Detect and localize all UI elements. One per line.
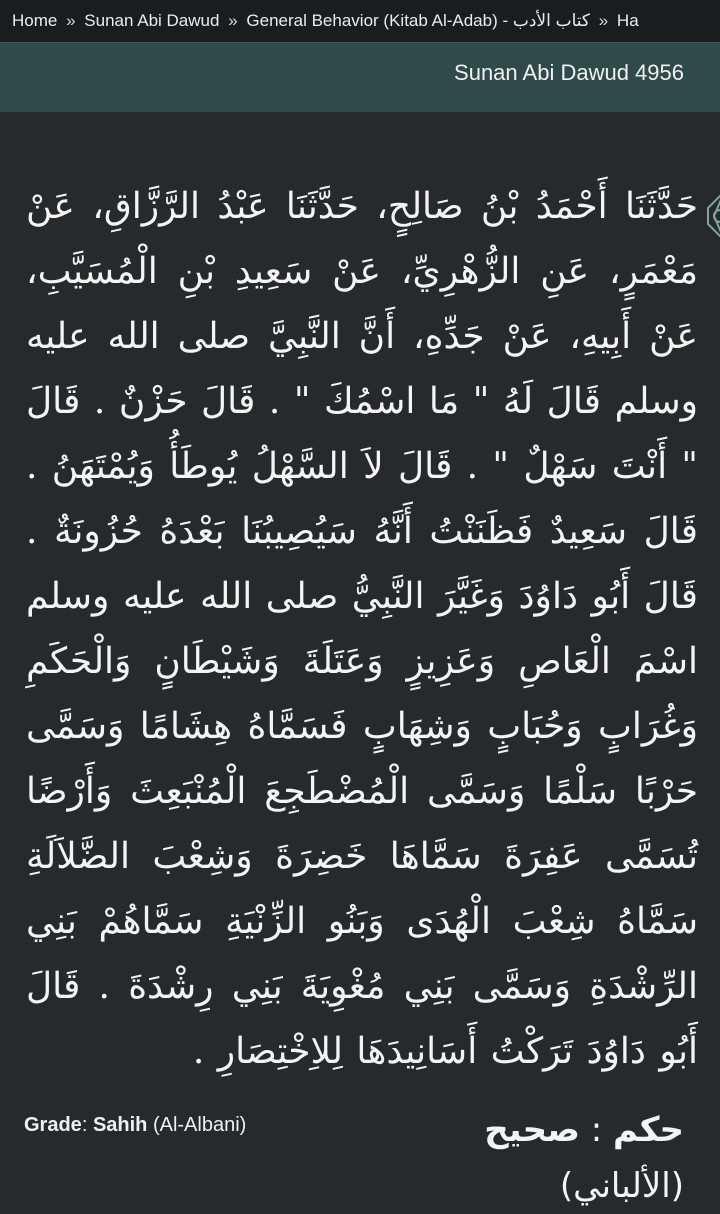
grade-arabic-value: صحيح [484,1110,580,1150]
grade-english [24,1114,246,1137]
grade-arabic-source: (الألباني) [559,1166,684,1206]
hadith-container [0,112,720,1206]
breadcrumb-collection-link[interactable]: Sunan Abi Dawud [84,11,220,30]
breadcrumb-separator: » [66,11,76,30]
grade-source: (Al-Albani) [152,1114,247,1136]
grade-separator: : [81,1114,88,1136]
breadcrumb-home-link[interactable]: Home [12,11,58,30]
breadcrumb-separator: » [598,11,609,30]
breadcrumb-book-link[interactable]: General Behavior (Kitab Al-Adab) - كتاب الأدب [246,11,590,30]
breadcrumb-separator: » [228,11,238,30]
breadcrumb [0,0,720,42]
hadith-reference-bar [0,42,720,112]
breadcrumb-hadith-link[interactable]: Ha [616,11,639,30]
hadith-arabic-text: حَدَّثَنَا أَحْمَدُ بْنُ صَالِحٍ، حَدَّثَنَا عَبْدُ الرَّزَّاقِ، عَنْ مَعْمَرٍ، عَنِ الزُّهْرِيِّ، عَنْ سَعِيدِ بْنِ الْمُسَيَّبِ، عَنْ أَبِيهِ، عَنْ جَدِّهِ، أَنَّ النَّبِيَّ صلى الله عليه وسلم قَالَ لَهُ " مَا اسْمُكَ " . قَالَ حَزْنٌ . قَالَ " أَنْتَ سَهْلٌ " . قَالَ لاَ السَّهْلُ يُوطَأُ وَيُمْتَهَنُ . قَالَ سَعِيدٌ فَظَنَنْتُ أَنَّهُ سَيُصِيبُنَا بَعْدَهُ حُزُونَةٌ . قَالَ أَبُو دَاوُدَ وَغَيَّرَ النَّبِيُّ صلى الله عليه وسلم اسْمَ الْعَاصِ وَعَزِيزٍ وَعَتَلَةَ وَشَيْطَانٍ وَالْحَكَمِ وَغُرَابٍ وَحُبَابٍ وَشِهَابٍ فَسَمَّاهُ هِشَامًا وَسَمَّى حَرْبًا سَلْمًا وَسَمَّى الْمُضْطَجِعَ الْمُنْبَعِثَ وَأَرْضًا تُسَمَّى عَفِرَةَ سَمَّاهَا خَضِرَةَ وَشِعْبَ الضَّلاَلَةِ سَمَّاهُ شِعْبَ الْهُدَى وَبَنُو الزِّنْيَةِ سَمَّاهُمْ بَنِي الرِّشْدَةِ وَسَمَّى بَنِي مُغْوِيَةَ بَنِي رِشْدَةَ . قَالَ أَبُو دَاوُدَ تَرَكْتُ أَسَانِيدَهَا لِلاِخْتِصَارِ . [26,186,698,1072]
grade-arabic-label: حكم [613,1110,684,1150]
grade-arabic [404,1102,684,1214]
grade-label: Grade [24,1114,82,1136]
hadith-reference: Sunan Abi Dawud 4956 [454,60,684,85]
grade-value: Sahih [92,1114,148,1136]
grade-section [24,1110,704,1206]
ornament-icon [706,192,720,240]
grade-arabic-separator: : [590,1110,603,1150]
